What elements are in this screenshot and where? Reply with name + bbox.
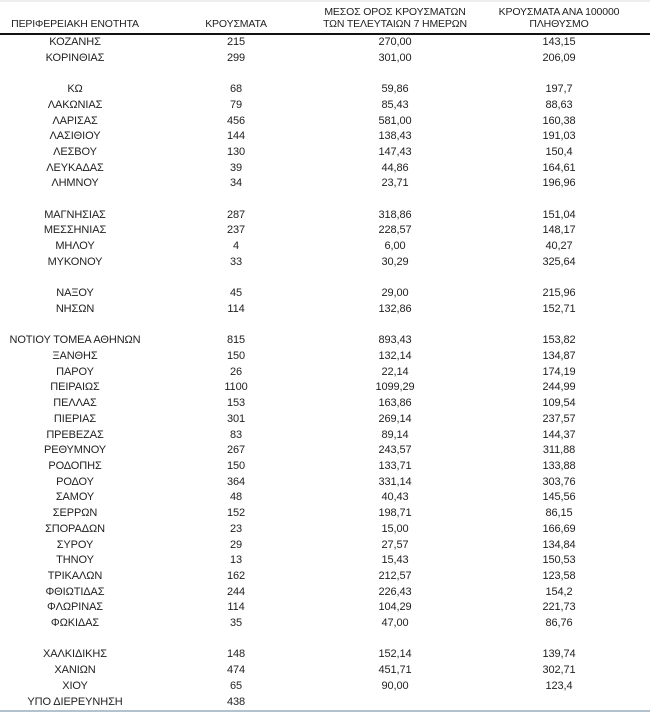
avg7-cell: 47,00 xyxy=(381,617,409,630)
table-row xyxy=(0,176,650,192)
avg7-cell: 15,00 xyxy=(381,522,409,535)
table-row xyxy=(0,208,650,224)
avg7-cell: 23,71 xyxy=(381,177,409,190)
region-cell: ΚΟΡΙΝΘΙΑΣ xyxy=(45,51,105,64)
table-row xyxy=(0,663,650,679)
per100k-cell: 134,84 xyxy=(542,538,576,551)
per100k-cell: 221,73 xyxy=(542,601,576,614)
per100k-cell: 160,38 xyxy=(542,114,576,127)
region-cell: ΚΟΖΑΝΗΣ xyxy=(49,36,101,48)
avg7-cell: 243,57 xyxy=(378,444,412,457)
cases-cell: 152 xyxy=(226,507,246,520)
region-cell: ΣΥΡΟΥ xyxy=(56,538,94,551)
cases-cell: 34 xyxy=(229,177,243,190)
avg7-cell: 22,14 xyxy=(381,365,409,378)
table-row xyxy=(0,98,650,114)
per100k-cell: 166,69 xyxy=(542,522,576,535)
table-row xyxy=(0,255,650,271)
per100k-cell: 109,54 xyxy=(542,397,576,410)
table-row xyxy=(0,506,650,522)
spacer-cell xyxy=(0,318,650,334)
spacer-cell xyxy=(0,271,650,287)
table-row xyxy=(0,302,650,318)
table-row xyxy=(0,569,650,585)
avg7-cell: 29,00 xyxy=(381,287,409,300)
cases-cell: 215 xyxy=(226,36,246,48)
cases-cell: 4 xyxy=(232,240,240,253)
cases-cell: 83 xyxy=(229,428,243,441)
table-row xyxy=(0,365,650,381)
region-cell: ΠΑΡΟΥ xyxy=(56,365,94,378)
spacer-row xyxy=(0,66,650,82)
region-cell: ΚΩ xyxy=(67,83,83,96)
table-row xyxy=(0,490,650,506)
region-cell: ΠΕΛΛΑΣ xyxy=(53,397,97,410)
region-cell: ΣΑΜΟΥ xyxy=(55,491,95,504)
region-cell: ΣΕΡΡΩΝ xyxy=(52,507,98,520)
table-row xyxy=(0,161,650,177)
avg7-cell: 301,00 xyxy=(378,51,412,64)
avg7-cell: 1099,29 xyxy=(375,381,415,394)
table-row xyxy=(0,114,650,130)
table-row xyxy=(0,443,650,459)
region-cell: ΦΛΩΡΙΝΑΣ xyxy=(46,601,104,614)
avg7-cell: 270,00 xyxy=(378,36,412,48)
cases-cell: 65 xyxy=(229,679,243,692)
avg7-cell: 40,43 xyxy=(381,491,409,504)
spacer-row xyxy=(0,632,650,648)
region-cell: ΧΑΛΚΙΔΙΚΗΣ xyxy=(43,648,107,661)
table-row xyxy=(0,129,650,145)
per100k-cell: 151,04 xyxy=(542,208,576,221)
per100k-cell: 123,4 xyxy=(545,679,573,692)
per100k-cell: 311,88 xyxy=(542,444,576,457)
per100k-cell: 302,71 xyxy=(542,664,576,677)
avg7-cell: 226,43 xyxy=(378,585,412,598)
per100k-cell: 123,58 xyxy=(542,569,576,582)
avg7-cell: 163,86 xyxy=(378,397,412,410)
region-cell: ΜΕΣΣΗΝΙΑΣ xyxy=(43,224,107,237)
region-cell: ΠΡΕΒΕΖΑΣ xyxy=(46,428,104,441)
table-row xyxy=(0,82,650,98)
per100k-cell: 154,2 xyxy=(545,585,573,598)
avg7-cell: 85,43 xyxy=(381,98,409,111)
cases-cell: 79 xyxy=(229,98,243,111)
region-cell: ΝΗΣΩΝ xyxy=(55,302,95,315)
table-row xyxy=(0,679,650,695)
table-row xyxy=(0,616,650,632)
table-row xyxy=(0,585,650,601)
per100k-cell: 150,4 xyxy=(545,145,573,158)
per100k-cell: 174,19 xyxy=(542,365,576,378)
region-cell: ΡΟΔΟΥ xyxy=(56,475,94,488)
table-row xyxy=(0,286,650,302)
per100k-cell: 325,64 xyxy=(542,255,576,268)
table-row xyxy=(0,695,650,711)
table-row xyxy=(0,428,650,444)
avg7-cell: 331,14 xyxy=(378,475,412,488)
avg7-cell xyxy=(322,695,468,711)
region-cell: ΝΟΤΙΟΥ ΤΟΜΕΑ ΑΘΗΝΩΝ xyxy=(9,334,141,347)
avg7-cell: 318,86 xyxy=(378,208,412,221)
cases-cell: 23 xyxy=(229,522,243,535)
cases-cell: 301 xyxy=(226,412,246,425)
table-row xyxy=(0,349,650,365)
per100k-cell: 244,99 xyxy=(542,381,576,394)
cases-cell: 299 xyxy=(226,51,246,64)
header-per100k-line1: ΚΡΟΥΣΜΑΤΑ ΑΝΑ 100000 xyxy=(498,6,620,18)
cases-cell: 114 xyxy=(227,302,245,315)
table-body xyxy=(0,34,650,710)
avg7-cell: 104,29 xyxy=(378,601,412,614)
region-cell: ΣΠΟΡΑΔΩΝ xyxy=(45,522,105,535)
table-row xyxy=(0,51,650,67)
per100k-cell: 215,96 xyxy=(542,287,576,300)
avg7-cell: 581,00 xyxy=(378,114,412,127)
per100k-cell: 134,87 xyxy=(542,350,576,363)
avg7-cell: 198,71 xyxy=(378,507,412,520)
region-cell: ΜΑΓΝΗΣΙΑΣ xyxy=(44,208,106,221)
region-cell: ΤΡΙΚΑΛΩΝ xyxy=(47,569,103,582)
table-row xyxy=(0,412,650,428)
region-cell: ΤΗΝΟΥ xyxy=(56,554,94,567)
spacer-cell xyxy=(0,632,650,648)
spacer-cell xyxy=(0,192,650,208)
cases-cell: 13 xyxy=(229,554,243,567)
per100k-cell: 197,7 xyxy=(545,83,573,96)
regional-cases-table xyxy=(0,2,650,710)
avg7-cell: 59,86 xyxy=(381,83,409,96)
per100k-cell: 133,88 xyxy=(542,459,576,472)
table-row xyxy=(0,522,650,538)
avg7-cell: 6,00 xyxy=(384,240,406,253)
region-cell: ΛΕΥΚΑΔΑΣ xyxy=(46,161,104,174)
cases-cell: 438 xyxy=(226,695,246,708)
table-row xyxy=(0,647,650,663)
per100k-cell: 237,57 xyxy=(542,412,576,425)
cases-cell: 150 xyxy=(226,350,246,363)
cases-cell: 68 xyxy=(229,83,243,96)
cases-cell: 456 xyxy=(226,114,246,127)
per100k-cell: 143,15 xyxy=(542,36,576,48)
avg7-cell: 451,71 xyxy=(378,664,412,677)
region-cell: ΡΕΘΥΜΝΟΥ xyxy=(43,444,107,457)
cases-cell: 364 xyxy=(226,475,246,488)
spacer-row xyxy=(0,192,650,208)
spacer-row xyxy=(0,271,650,287)
table-row xyxy=(0,475,650,491)
avg7-cell: 132,14 xyxy=(378,350,412,363)
cases-cell: 26 xyxy=(229,365,243,378)
avg7-cell: 893,43 xyxy=(378,334,412,347)
header-avg7 xyxy=(322,2,468,34)
cases-cell: 474 xyxy=(226,664,246,677)
cases-cell: 33 xyxy=(229,255,243,268)
per100k-cell: 152,71 xyxy=(542,302,576,315)
cases-cell: 130 xyxy=(226,145,246,158)
header-row xyxy=(0,2,650,34)
region-cell: ΛΑΚΩΝΙΑΣ xyxy=(47,98,103,111)
cases-cell: 148 xyxy=(226,648,246,661)
region-cell: ΝΑΞΟΥ xyxy=(56,287,94,300)
avg7-cell: 147,43 xyxy=(378,145,412,158)
per100k-cell: 86,76 xyxy=(545,617,573,630)
avg7-cell: 269,14 xyxy=(378,412,412,425)
avg7-cell: 89,14 xyxy=(381,428,409,441)
table-row xyxy=(0,239,650,255)
spacer-cell xyxy=(0,66,650,82)
per100k-cell: 148,17 xyxy=(542,224,576,237)
cases-cell: 45 xyxy=(229,287,243,300)
region-cell: ΜΗΛΟΥ xyxy=(55,240,95,253)
per100k-cell xyxy=(468,695,650,711)
per100k-cell: 164,61 xyxy=(542,161,576,174)
avg7-cell: 44,86 xyxy=(381,161,409,174)
avg7-cell: 133,71 xyxy=(378,459,412,472)
region-cell: ΦΘΙΩΤΙΔΑΣ xyxy=(45,585,105,598)
region-cell: ΞΑΝΘΗΣ xyxy=(52,350,98,363)
region-cell: ΡΟΔΟΠΗΣ xyxy=(48,459,102,472)
table-row xyxy=(0,380,650,396)
header-region-label: ΠΕΡΙΦΕΡΕΙΑΚΗ ΕΝΟΤΗΤΑ xyxy=(11,18,139,30)
cases-cell: 153 xyxy=(226,397,246,410)
table-row xyxy=(0,600,650,616)
region-cell: ΜΥΚΟΝΟΥ xyxy=(47,255,103,268)
avg7-cell: 228,57 xyxy=(378,224,412,237)
cases-cell: 237 xyxy=(226,224,246,237)
avg7-cell: 90,00 xyxy=(381,679,409,692)
table-header xyxy=(0,2,650,34)
region-cell: ΛΑΣΙΘΙΟΥ xyxy=(49,130,101,143)
cases-cell: 815 xyxy=(226,334,246,347)
per100k-cell: 191,03 xyxy=(542,130,576,143)
cases-cell: 114 xyxy=(227,601,245,614)
avg7-cell: 212,57 xyxy=(378,569,412,582)
table-row xyxy=(0,145,650,161)
cases-cell: 144 xyxy=(226,130,246,143)
region-cell: ΛΑΡΙΣΑΣ xyxy=(52,114,98,127)
per100k-cell: 153,82 xyxy=(542,334,576,347)
table-row xyxy=(0,396,650,412)
region-cell: ΧΙΟΥ xyxy=(62,679,88,692)
cases-cell: 1100 xyxy=(224,381,248,394)
header-avg7-line1: ΜΕΣΟΣ ΟΡΟΣ ΚΡΟΥΣΜΑΤΩΝ xyxy=(324,6,466,18)
cases-cell: 287 xyxy=(226,208,246,221)
cases-cell: 162 xyxy=(226,569,246,582)
avg7-cell: 15,43 xyxy=(381,554,409,567)
region-cell: ΠΕΙΡΑΙΩΣ xyxy=(50,381,100,394)
per100k-cell: 145,56 xyxy=(542,491,576,504)
region-cell: ΛΗΜΝΟΥ xyxy=(51,177,99,190)
per100k-cell: 196,96 xyxy=(542,177,576,190)
per100k-cell: 86,15 xyxy=(545,507,573,520)
region-cell: ΦΩΚΙΔΑΣ xyxy=(50,617,100,630)
header-per100k xyxy=(468,2,650,34)
cases-cell: 267 xyxy=(226,444,246,457)
avg7-cell: 152,14 xyxy=(378,648,412,661)
cases-cell: 48 xyxy=(229,491,243,504)
table-row xyxy=(0,333,650,349)
cases-cell: 244 xyxy=(226,585,246,598)
cases-cell: 150 xyxy=(226,459,246,472)
avg7-cell: 27,57 xyxy=(381,538,409,551)
cases-cell: 35 xyxy=(229,617,243,630)
region-cell: ΛΕΣΒΟΥ xyxy=(53,145,97,158)
region-cell: ΥΠΟ ΔΙΕΡΕΥΝΗΣΗ xyxy=(27,695,123,708)
cases-cell: 29 xyxy=(229,538,243,551)
avg7-cell: 132,86 xyxy=(378,302,412,315)
table-row xyxy=(0,34,650,51)
per100k-cell: 40,27 xyxy=(545,240,573,253)
per100k-cell: 150,53 xyxy=(542,554,576,567)
cases-cell: 39 xyxy=(229,161,243,174)
per100k-cell: 88,63 xyxy=(545,98,573,111)
per100k-cell: 144,37 xyxy=(542,428,576,441)
header-avg7-line2: ΤΩΝ ΤΕΛΕΥΤΑΙΩΝ 7 ΗΜΕΡΩΝ xyxy=(323,18,467,30)
table-row xyxy=(0,223,650,239)
header-cases-label: ΚΡΟΥΣΜΑΤΑ xyxy=(205,18,267,30)
table-row xyxy=(0,553,650,569)
header-cases xyxy=(150,2,322,34)
per100k-cell: 303,76 xyxy=(542,475,576,488)
region-cell: ΠΙΕΡΙΑΣ xyxy=(53,412,97,425)
table-row xyxy=(0,538,650,554)
avg7-cell: 138,43 xyxy=(378,130,412,143)
spacer-row xyxy=(0,318,650,334)
header-region xyxy=(0,2,150,34)
per100k-cell: 139,74 xyxy=(542,648,576,661)
avg7-cell: 30,29 xyxy=(381,255,409,268)
region-cell: ΧΑΝΙΩΝ xyxy=(54,664,96,677)
header-per100k-line2: ΠΛΗΘΥΣΜΟ xyxy=(529,18,589,30)
per100k-cell: 206,09 xyxy=(542,51,576,64)
table-row xyxy=(0,459,650,475)
